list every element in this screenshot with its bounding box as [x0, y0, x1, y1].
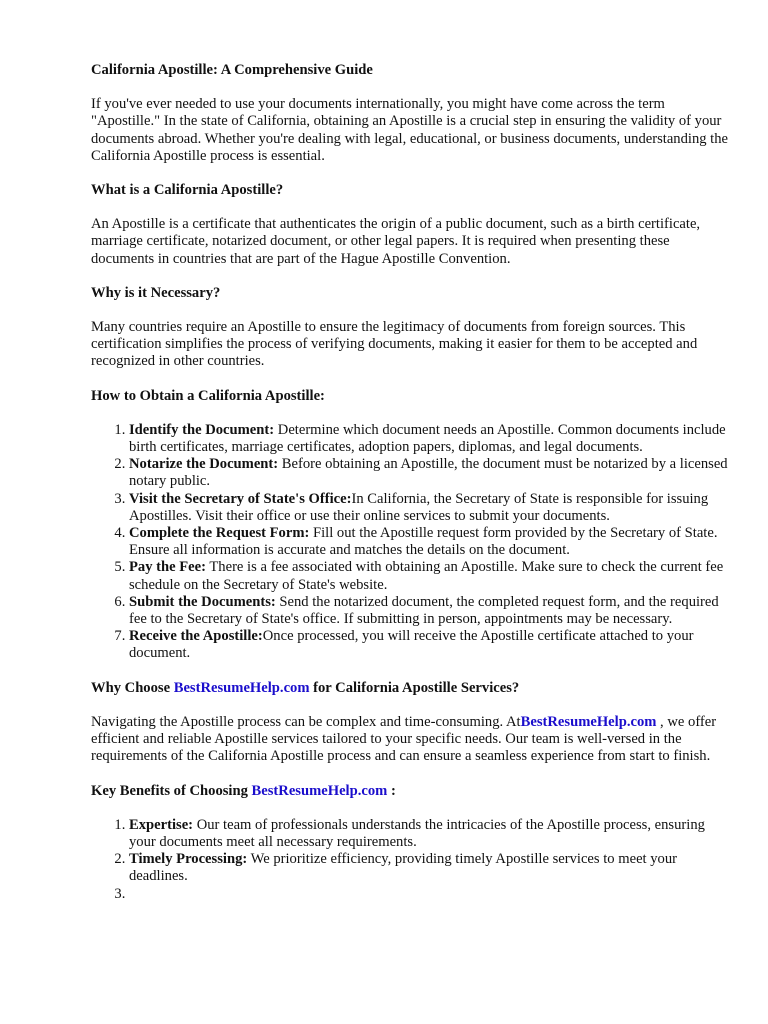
step-text: Send the notarized document, the completed request form, and the required fee to the Secretary of State's office. If submitting in person, appointments may be necessary.	[129, 593, 719, 628]
section-heading-why-necessary: Why is it Necessary?	[91, 284, 221, 301]
benefit-label: Expertise:	[129, 816, 194, 833]
section-heading-what-is: What is a California Apostille?	[91, 182, 284, 199]
heading-text: Why Choose	[91, 679, 174, 696]
brand-link[interactable]: BestResumeHelp.com	[173, 679, 310, 696]
steps-list	[91, 422, 728, 663]
step-label: Pay the Fee:	[129, 559, 206, 576]
list-item	[129, 559, 728, 593]
step-label: Complete the Request Form:	[129, 525, 310, 542]
step-text: There is a fee associated with obtaining an Apostille. Make sure to check the current fee schedule on the Secretary of State's website.	[129, 559, 724, 593]
list-item	[129, 491, 728, 525]
intro-paragraph: If you've ever needed to use your documents internationally, you might have come across the term "Apostille." In the state of California, obtaining an Apostille is a crucial step in ensuring the validity of your documents abroad. Whether you're dealing with legal, educational, or business documents, understanding the California Apostille process is essential.	[91, 96, 729, 164]
section-heading-why-choose	[91, 680, 728, 697]
list-item	[129, 594, 728, 628]
section-body-what-is: An Apostille is a certificate that authenticates the origin of a public document, such as a birth certificate, marriage certificate, notarized document, or other legal papers. It is required when presenting these documents in countries that are part of the Hague Apostille Convention.	[91, 216, 701, 267]
brand-link[interactable]: BestResumeHelp.com	[520, 713, 657, 730]
list-item	[129, 456, 728, 490]
heading-text: :	[387, 782, 396, 799]
section-body-why-choose	[91, 714, 728, 766]
benefit-text: Our team of professionals understands the intricacies of the Apostille process, ensuring your documents meet all necessary requirements.	[129, 816, 705, 850]
body-text: Navigating the Apostille process can be complex and time-consuming. At	[91, 713, 521, 730]
heading-text: Key Benefits of Choosing	[91, 782, 252, 799]
step-label: Submit the Documents:	[129, 593, 276, 610]
step-label: Notarize the Document:	[129, 456, 279, 473]
list-item	[129, 851, 728, 885]
section-heading-how-to-obtain: How to Obtain a California Apostille:	[91, 387, 325, 404]
list-item	[129, 525, 728, 559]
brand-link[interactable]: BestResumeHelp.com	[251, 782, 388, 799]
step-text: Determine which document needs an Apostille. Common documents include birth certificates, marriage certificates, adoption papers, diplomas, and legal documents.	[129, 421, 726, 456]
list-item	[129, 628, 728, 662]
step-text: Before obtaining an Apostille, the document must be notarized by a licensed notary public.	[129, 456, 728, 490]
section-body-why-necessary: Many countries require an Apostille to ensure the legitimacy of documents from foreign sources. This certification simplifies the process of verifying documents, making it easier for them to be accepted and recognized in other countries.	[91, 319, 698, 370]
list-item	[129, 886, 728, 903]
list-item	[129, 422, 728, 456]
step-text: Once processed, you will receive the Apostille certificate attached to your document.	[129, 628, 694, 662]
document-title: California Apostille: A Comprehensive Guide	[91, 62, 373, 78]
step-label: Visit the Secretary of State's Office:	[129, 490, 352, 507]
body-text: , we offer efficient and reliable Apostille services tailored to your specific needs. Our team is well-versed in the requirements of the California Apostille process and can ensure a seamless experience from start to finish.	[91, 713, 717, 765]
benefit-text: We prioritize efficiency, providing timely Apostille services to meet your deadlines.	[129, 851, 678, 885]
heading-text: for California Apostille Services?	[309, 679, 520, 696]
section-heading-key-benefits	[91, 783, 728, 800]
step-text: In California, the Secretary of State is responsible for issuing Apostilles. Visit their office or use their online services to submit your documents.	[129, 490, 709, 524]
benefit-label: Timely Processing:	[129, 851, 248, 868]
list-item	[129, 817, 728, 851]
benefits-list	[91, 817, 728, 903]
step-text: Fill out the Apostille request form provided by the Secretary of State. Ensure all information is accurate and matches the details on the document.	[129, 525, 718, 559]
step-label: Receive the Apostille:	[129, 628, 263, 645]
step-label: Identify the Document:	[129, 421, 275, 438]
